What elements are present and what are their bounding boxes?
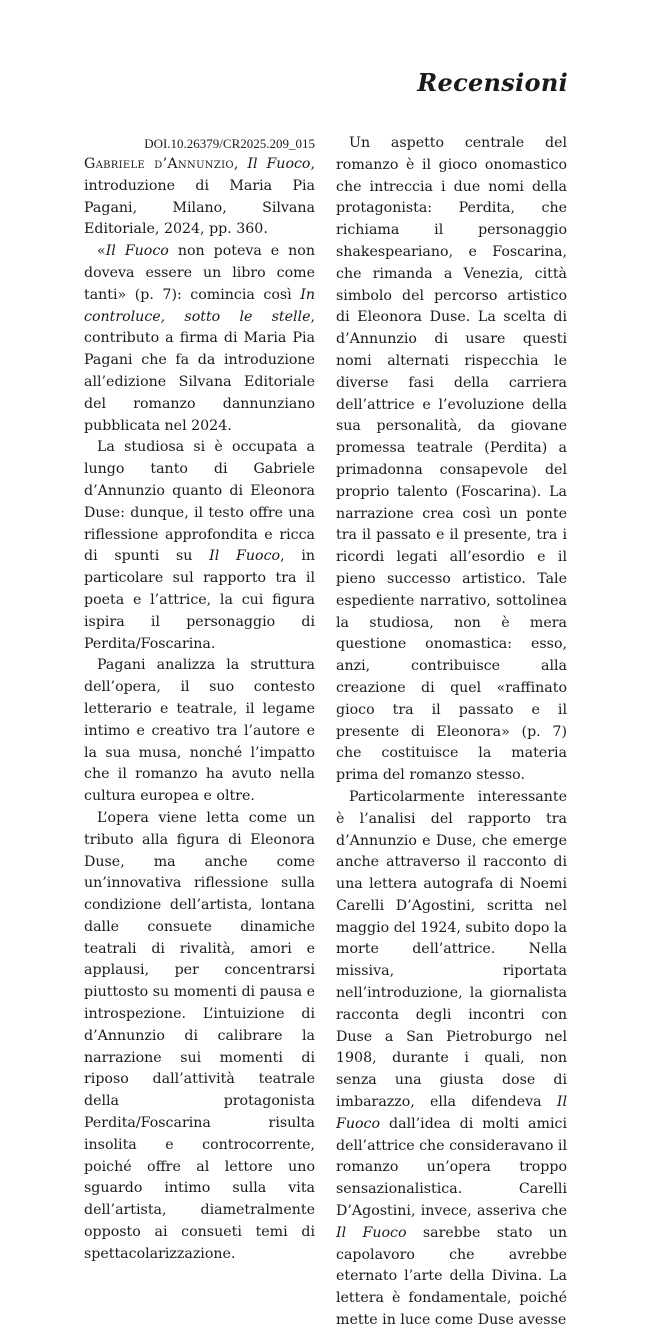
left-column (84, 133, 315, 1266)
book-citation (84, 154, 315, 241)
paragraph: Un aspetto centrale del romanzo è il gioco onomastico che intreccia i due nomi della protagonista: Perdita, che richiama il personaggio shakespeariano, e Foscarina, che rimanda a Venezia, città simbolo del percorso artistico di Eleonora Duse. La scelta di d’Annunzio di usare questi nomi alternati rispecchia le diverse fasi della carriera dell’attrice e l’evoluzione della sua personalità, da giovane promessa teatrale (Perdita) a primadonna consapevole del proprio talento (Foscarina). La narrazione crea così un ponte tra il passato e il presente, tra i ricordi legati all’esordio e il pieno successo artistico. Tale espediente narrativo, sottolinea la studiosa, non è mera questione onomastica: esso, anzi, contribuisce alla creazione di quel «raffinato gioco tra il passato e il presente di Eleonora» (p. 7) che costituisce la materia prima del romanzo stesso. (336, 135, 567, 784)
paragraph: L’opera viene letta come un tributo alla figura di Eleonora Duse, ma anche come un’innovativa riflessione sulla condizione dell’artista, lontana dalle consuete dinamiche teatrali di rivalità, amori e applausi, per concentrarsi piuttosto su momenti di pausa e introspezione. L’intuizione di d’Annunzio di calibrare la narrazione sui momenti di riposo dall’attività teatrale della protagonista Perdita/Foscarina risulta insolita e controcorrente, poiché offre al lettore uno sguardo intimo sulla vita dell’artista, diametralmente opposto ai consueti temi di spettacolarizzazione. (84, 809, 315, 1262)
paragraph (84, 437, 315, 655)
citation-work-title: Il Fuoco (247, 156, 311, 172)
text-run: , contributo a firma di Maria Pia Pagani che fa da introduzione all’edizione Silvana Editoriale del romanzo dannunziano pubblicata nel 2024. (84, 308, 315, 434)
citation-details: , introduzione di Maria Pia Pagani, Milano, Silvana Editoriale, 2024, pp. 360. (84, 156, 315, 238)
text-run: sarebbe stato un capolavoro che avrebbe eternato l’arte della Divina. La lettera è fondamentale, poiché mette in luce come Duse avesse (336, 1224, 568, 1329)
italic-title: Il Fuoco (336, 1094, 567, 1132)
paragraph (84, 241, 315, 437)
right-column (336, 133, 567, 1332)
italic-title: Il Fuoco (105, 243, 169, 260)
paragraph (336, 787, 567, 1332)
section-title: Recensioni (417, 68, 568, 97)
text-run: La studiosa si è occupata a lungo tanto di Gabriele d’Annunzio quanto di Eleonora Duse: dunque, il testo offre una riflessione approfondita e ricca di spunti su (84, 439, 315, 565)
citation-separator: , (233, 156, 248, 172)
italic-title: Il Fuoco (209, 548, 281, 565)
citation-author: Gabriele d’Annunzio (84, 156, 234, 172)
paragraph: Pagani analizza la struttura dell’opera, il suo contesto letterario e teatrale, il legame intimo e creativo tra l’autore e la sua musa, nonché l’impatto che il romanzo ha avuto nella cultura europea e oltre. (84, 657, 315, 805)
text-run: non poteva e non doveva essere un libro come tanti» (p. 7): comincia così (84, 243, 315, 303)
text-run: , in particolare sul rapporto tra il poeta e l’attrice, la cui figura ispira il personaggio di Perdita/Foscarina. (84, 548, 315, 652)
text-run: dall’idea di molti amici dell’attrice che consideravano il romanzo un’opera troppo sensazionalistica. Carelli D’Agostini, invece, asseriva che (336, 1115, 567, 1220)
italic-title: Il Fuoco (336, 1224, 407, 1241)
italic-title: In controluce, sotto le stelle (84, 286, 315, 325)
doi-reference: DOI.10.26379/CR2025.209_015 (144, 136, 315, 151)
text-run: Particolarmente interessante è l’analisi del rapporto tra d’Annunzio e Duse, che emerge anche attraverso il racconto di una lettera autografa di Noemi Carelli D’Agostini, scritta nel maggio del 1924, subito dopo la morte dell’attrice. Nella missiva, riportata nell’introduzione, la giornalista racconta degli incontri con Duse a San Pietroburgo nel 1908, durante i quali, non senza una giusta dose di imbarazzo, ella difendeva (336, 788, 567, 1111)
text-run: « (97, 243, 106, 260)
